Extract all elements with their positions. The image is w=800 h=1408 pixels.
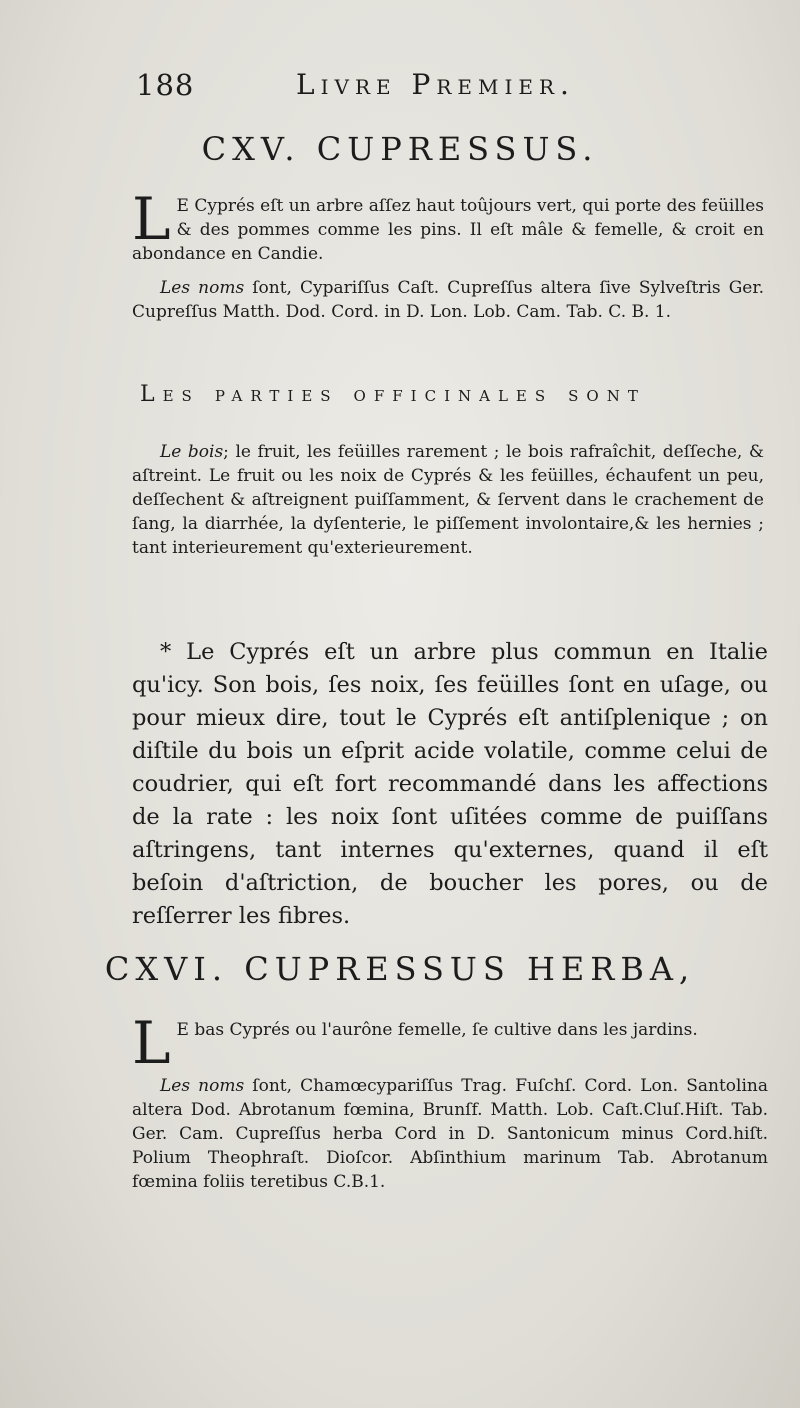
paragraph-description-cxvi (132, 1009, 768, 1077)
paragraph-officinal-parts (132, 440, 764, 560)
paragraph-text: ſont, Cypariſſus Caſt. Cupreſſus altera ſive Sylveſtris Ger. Cupreſſus Matth. Dod. Cord. in D. Lon. Lob. Cam. Tab. C. B. 1. (132, 278, 764, 322)
paragraph-names-cxvi (132, 1074, 768, 1194)
page-number: 188 (136, 68, 195, 102)
drop-cap: L (132, 185, 171, 253)
section-heading-cxv: CXV. CUPRESSUS. (201, 130, 599, 168)
paragraph-commentary: * Le Cyprés eſt un arbre plus commun en Italie qu'icy. Son bois, ſes noix, ſes feüilles ſont en uſage, ou pour mieux dire, tout le Cyprés eſt antiſplenique ; on diſtile du bois un eſprit acide volatile, comme celui de coudrier, qui eſt fort recommandé dans les affections de la rate : les noix ſont uſitées comme de puiſſans aſtringens, tant internes qu'externes, quand il eſt beſoin d'aſtriction, de boucher les pores, ou de reſſerrer les fibres. (132, 639, 768, 929)
paragraph-lead: Les noms (160, 1076, 245, 1096)
drop-cap: L (132, 1009, 171, 1077)
paragraph-text: E Cyprés eſt un arbre aſſez haut toûjours vert, qui porte des feüilles & des pommes comme les pins. Il eſt mâle & femelle, & croit en abondance en Candie. (132, 196, 765, 264)
paragraph-text: E bas Cyprés ou l'aurône femelle, ſe cultive dans les jardins. (176, 1020, 698, 1040)
sub-heading-officinal-parts: Les parties officinales sont (140, 382, 646, 407)
section-heading-cxvi: CXVI. CUPRESSUS HERBA, (104, 950, 696, 988)
paragraph-text: ſont, Chamœcypariſſus Trag. Fuſchſ. Cord. Lon. Santolina altera Dod. Abrotanum fœmina, Brunſf. Matth. Lob. Caſt.Cluſ.Hiſt. Tab. Ger. Cam. Cupreſſus herba Cord in D. Santonicum minus Cord.hiſt. Polium Theophraſt. Dioſcor. Abſinthium marinum Tab. Abrotanum fœmina foliis teretibus C.B.1. (132, 1076, 768, 1192)
paragraph-text: ; le fruit, les feüilles rarement ; le bois rafraîchit, deſſeche, & aſtreint. Le fruit ou les noix de Cyprés & les feüilles, échaufent un peu, deſſechent & aſtreignent puiſſamment, & ſervent dans le crachement de ſang, la diarrhée, la dyſenterie, le piſſement involontaire,& les hernies ; tant interieurement qu'exterieurement. (132, 442, 764, 558)
running-head: Livre Premier. (296, 68, 575, 101)
page-header (136, 68, 760, 108)
paragraph-lead: Les noms (160, 278, 245, 298)
paragraph-names-cxv (132, 276, 764, 324)
paragraph-description-cxv (132, 185, 765, 266)
paragraph-lead: Le bois (160, 442, 224, 462)
